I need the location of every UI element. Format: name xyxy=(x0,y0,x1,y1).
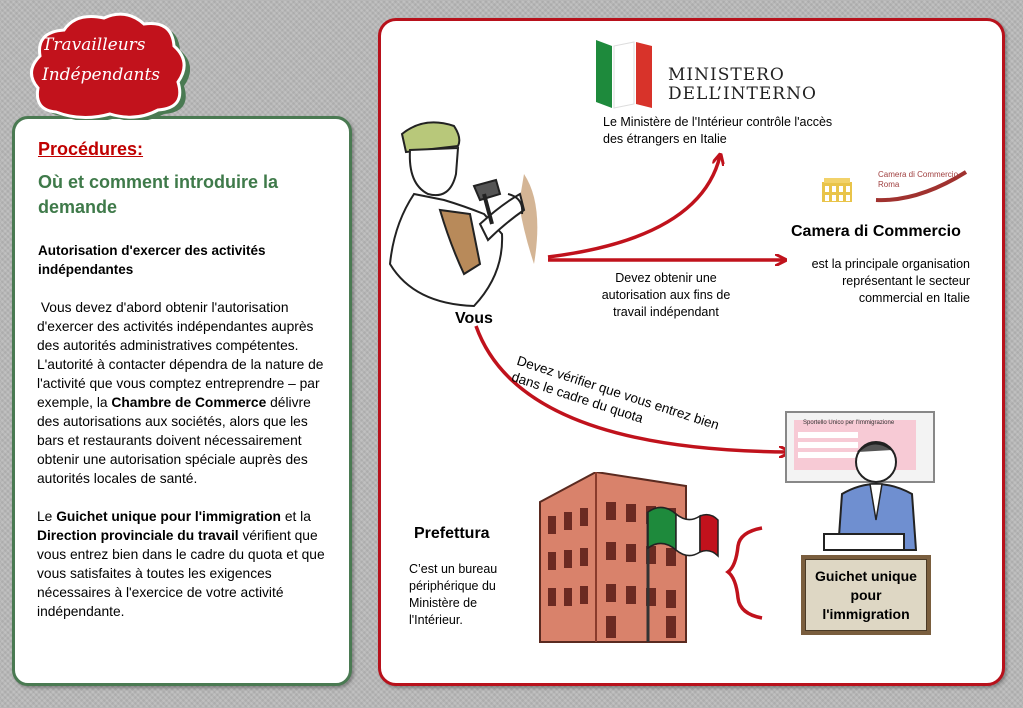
section-subtitle: Où et comment introduire la demande xyxy=(38,172,279,217)
ministero-line2: DELL’INTERNO xyxy=(668,84,817,104)
badge-title-line1: Travailleurs xyxy=(42,35,146,55)
paragraph-1b-text: L'autorité à contacter dépendra de la nature de l'activité que vous comptez entreprendre – par exemple, la xyxy=(37,357,324,410)
authorization-heading: Autorisation d'exercer des activités indépendantes xyxy=(38,243,266,277)
paragraph-2b-text: et la xyxy=(281,509,311,524)
obtain-authorization-label: Devez obtenir une autorisation aux fins de travail indépendant xyxy=(601,271,731,319)
bracket-brace xyxy=(728,528,762,618)
guichet-unique-term: Guichet unique pour l'immigration xyxy=(56,509,281,524)
paragraph-2a-text: Le xyxy=(37,509,57,524)
guichet-box xyxy=(801,555,931,635)
camera-description: est la principale organisation représentant le secteur commercial en Italie xyxy=(811,257,970,305)
ministero-caption: Le Ministère de l'Intérieur contrôle l'accès des étrangers en Italie xyxy=(603,115,833,146)
procedures-heading: Procédures: xyxy=(38,139,144,159)
paragraph-1a: Vous devez d'abord obtenir l'autorisation d'exercer des activités indépendantes auprès des autorités administratives compétentes. xyxy=(37,300,318,353)
vous-label: Vous xyxy=(455,310,493,327)
camera-logo-line2: Roma xyxy=(878,180,900,189)
clerk-illustration xyxy=(784,410,940,560)
paragraph-1c-text: délivre des autorisations aux sociétés, alors que les bars et restaurants doivent nécessairement obtenir une autorisation spéciale auprès des autorités locales de santé. xyxy=(37,395,311,486)
worker-illustration xyxy=(384,114,554,314)
direction-provinciale-term: Direction provinciale du travail xyxy=(37,528,239,543)
screen-header-text: Sportello Unico per l'Immigrazione xyxy=(803,420,895,426)
guichet-label: Guichet unique pour l'immigration xyxy=(805,559,927,631)
prefettura-description: C’est un bureau périphérique du Ministère de l'Intérieur. xyxy=(409,562,498,627)
paragraph-2c-text: vérifient que vous entrez bien dans le cadre du quota et que vous satisfaites à toutes les exigences nécessaires à l'exercice de votre activité indépendante. xyxy=(37,528,325,619)
badge-title-line2: Indépendants xyxy=(42,65,161,85)
arrow-to-ministero xyxy=(548,156,720,257)
camera-title: Camera di Commercio xyxy=(791,223,961,240)
prefettura-title: Prefettura xyxy=(414,525,490,542)
chamber-of-commerce-term: Chambre de Commerce xyxy=(111,395,267,410)
government-building-illustration xyxy=(536,472,722,644)
verify-quota-label: Devez vérifier que vous entrez bien dans le cadre du quota xyxy=(509,352,721,433)
camera-logo-line1: Camera di Commercio xyxy=(878,170,959,179)
ministero-line1: MINISTERO xyxy=(668,65,785,85)
